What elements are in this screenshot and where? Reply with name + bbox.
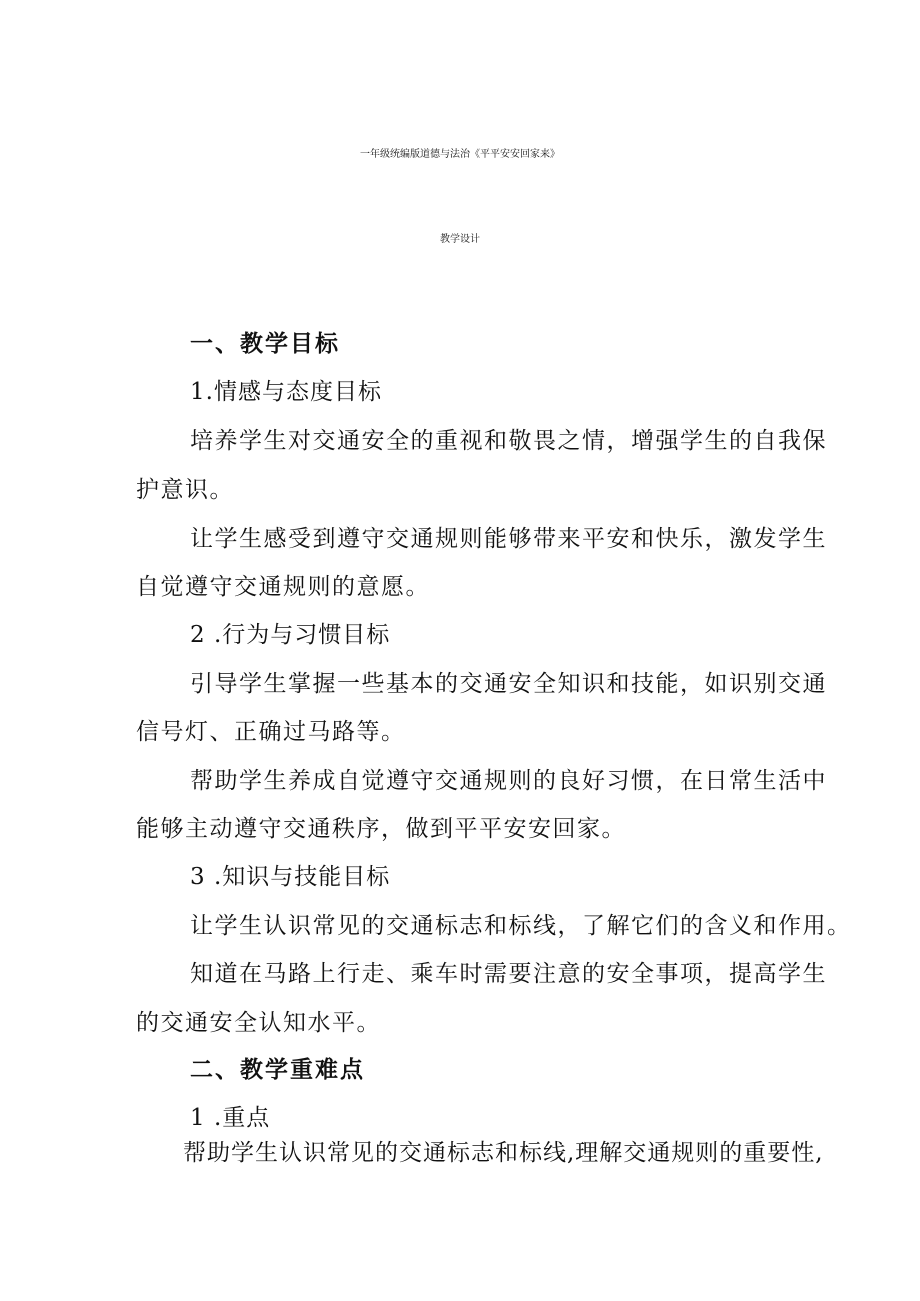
paragraph-line: 帮助学生认识常见的交通标志和标线,理解交通规则的重要性, (183, 1140, 824, 1166)
paragraph-line: 让学生认识常见的交通标志和标线，了解它们的含义和作用。 (190, 913, 852, 939)
section-1-3-label: 3 .知识与技能目标 (190, 864, 391, 890)
paragraph-line: 培养学生对交通安全的重视和敬畏之情，增强学生的自我保 (190, 428, 827, 454)
paragraph-line: 引导学生掌握一些基本的交通安全知识和技能，如识别交通 (190, 671, 827, 697)
paragraph-line: 知道在马路上行走、乘车时需要注意的安全事项，提高学生 (190, 961, 827, 987)
paragraph-line: 护意识。 (136, 477, 234, 503)
section-1-heading: 一、教学目标 (190, 331, 340, 357)
section-2-1-label: 1 .重点 (190, 1105, 271, 1131)
paragraph-line: 帮助学生养成自觉遵守交通规则的良好习惯，在日常生活中 (190, 768, 827, 794)
paragraph-line: 自觉遵守交通规则的意愿。 (136, 574, 430, 600)
paragraph-line: 让学生感受到遵守交通规则能够带来平安和快乐，激发学生 (190, 526, 827, 552)
paragraph-line: 信号灯、正确过马路等。 (136, 719, 406, 745)
document-title-line-1: 一年级统编版道德与法治《平平安安回家来》 (360, 149, 560, 160)
document-title-line-2: 教学设计 (440, 234, 480, 245)
paragraph-line: 能够主动遵守交通秩序，做到平平安安回家。 (136, 816, 626, 842)
section-1-2-label: 2 .行为与习惯目标 (190, 622, 391, 648)
section-2-heading: 二、教学重难点 (190, 1057, 365, 1083)
paragraph-line: 的交通安全认知水平。 (136, 1010, 381, 1036)
section-1-1-label: 1.情感与态度目标 (190, 379, 382, 405)
